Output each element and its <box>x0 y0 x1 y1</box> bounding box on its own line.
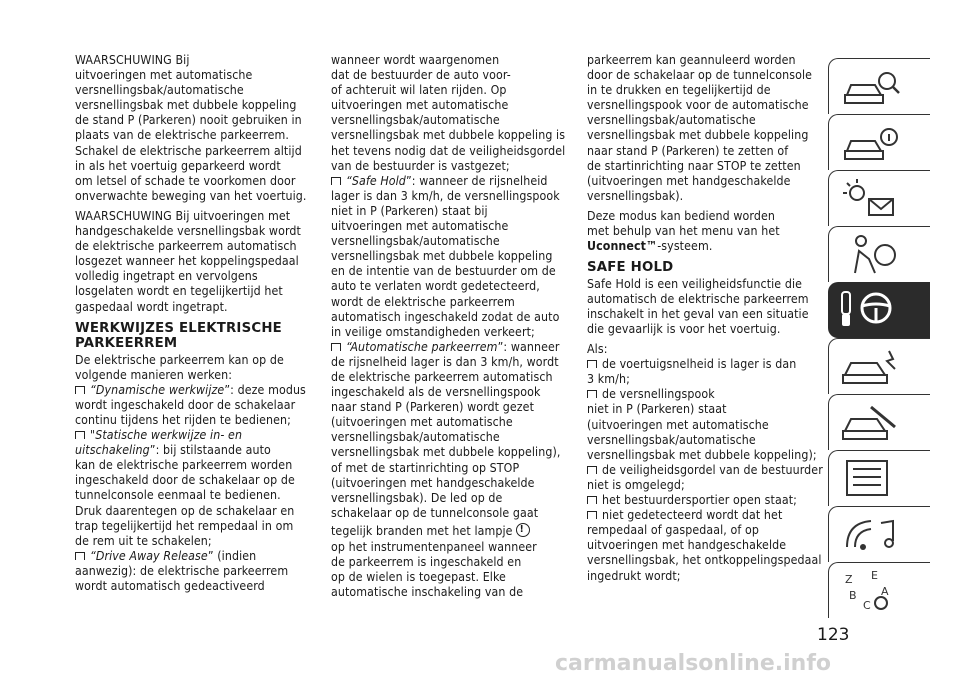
text-line: automatisch de elektrische parkeerrem <box>587 291 809 306</box>
text-line: losgezet wanneer het koppelingspedaal <box>75 254 299 269</box>
italic-term: “Automatische parkeerrem <box>346 339 498 354</box>
conditions-list <box>587 342 823 584</box>
text-line: de rem uit te schakelen; <box>75 533 212 548</box>
italic-term: Statische werkwijze in- en <box>95 428 243 443</box>
text-line <box>75 443 302 458</box>
text-line: ingeschakeld als de versnellingspook <box>331 385 541 400</box>
text-line: versnellingsbak met dubbele koppeling); <box>587 447 817 462</box>
text: -systeem. <box>657 239 713 254</box>
bullet-icon <box>587 390 597 398</box>
bullet-item <box>587 493 817 508</box>
text-line: in veilige omstandigheden verkeert; <box>331 324 535 339</box>
text: de veiligheidsgordel van de bestuurder <box>602 462 823 477</box>
warning-lights-icon <box>841 177 901 221</box>
bullet-icon <box>75 386 85 394</box>
text-line: Safe Hold is een veiligheidsfunctie die <box>587 276 803 291</box>
text-line: versnellingsbak, het ontkoppelingspedaal <box>587 553 822 568</box>
warning-paragraph-2 <box>75 209 302 315</box>
wrench-car-icon <box>841 401 901 445</box>
text-line: uitvoeringen met automatische <box>331 98 509 113</box>
text-line: met behulp van het menu van het <box>587 224 780 239</box>
paragraph <box>587 209 817 254</box>
bullet-item <box>587 387 817 402</box>
tab-car-search[interactable] <box>828 58 930 114</box>
text-line: en de intentie van de bestuurder om de <box>331 264 556 279</box>
svg-text:A: A <box>881 585 889 598</box>
text-line: (uitvoeringen met handgeschakelde <box>587 173 791 188</box>
text-line: door de schakelaar op de tunnelconsole <box>587 68 813 83</box>
svg-text:C: C <box>863 599 871 612</box>
text-line: versnellingsbak met dubbele koppeling <box>75 98 297 113</box>
text-line: niet in P (Parkeren) staat <box>587 402 727 417</box>
airbag-person-icon <box>841 233 901 277</box>
uconnect-brand: Uconnect™ <box>587 239 658 254</box>
italic-term: “Safe Hold <box>346 173 406 188</box>
text-line <box>331 521 563 540</box>
text-line: versnellingsbak met dubbele koppeling <box>587 128 809 143</box>
text-line: de rijsnelheid lager is dan 3 km/h, wordt <box>331 354 559 369</box>
text-line: WAARSCHUWING Bij uitvoeringen met <box>75 208 291 223</box>
text: de versnellingspook <box>602 387 715 402</box>
bullet-item <box>331 174 563 189</box>
text-line: ingedrukt wordt; <box>587 568 681 583</box>
text-line: schakelaar op de tunnelconsole gaat <box>331 505 539 520</box>
text-line: versnellingsbak/automatische <box>331 430 500 445</box>
text-line: de elektrische parkeerrem automatisch <box>75 239 297 254</box>
text-line: losgelaten wordt en tegelijkertijd het <box>75 284 283 299</box>
bullet-item <box>75 428 302 443</box>
bullet-item <box>75 382 306 398</box>
text: ”: wanneer de rijsnelheid <box>405 173 548 188</box>
text-line: automatische inschakeling van de <box>331 585 524 600</box>
text-line: parkeerrem kan geannuleerd worden <box>587 53 796 67</box>
svg-text:B: B <box>849 589 857 602</box>
text: ”: deze modus <box>224 382 306 397</box>
text-line: (uitvoeringen met automatische <box>587 417 769 432</box>
italic-term: uitschakeling <box>75 443 150 458</box>
text-line: kan de elektrische parkeerrem worden <box>75 458 293 473</box>
text: ” (indien <box>207 548 257 563</box>
text-line: versnellingsbak met dubbele koppeling), <box>331 445 561 460</box>
text-line: inschakelt in het geval van een situatie <box>587 306 809 321</box>
text-line: gaspedaal wordt ingetrapt. <box>75 299 228 314</box>
italic-term: “Drive Away Release <box>90 548 208 563</box>
tab-starting-driving[interactable] <box>828 282 930 338</box>
text: " <box>90 428 96 443</box>
bullet-item <box>75 549 302 564</box>
text-line: aanwezig): de elektrische parkeerrem <box>75 563 289 578</box>
text-line: Schakel de elektrische parkeerrem altijd <box>75 143 302 158</box>
text-line: op de wielen is toegepast. Elke <box>331 570 506 585</box>
text-line: 3 km/h; <box>587 372 630 387</box>
text-line: niet is omgelegd; <box>587 477 685 492</box>
text: ”: wanneer <box>497 339 560 354</box>
text-line: versnellingsbak/automatische <box>587 432 756 447</box>
text-line: uitvoeringen met handgeschakelde <box>587 538 787 553</box>
heading-line: WERKWIJZES ELEKTRISCHE <box>75 320 282 336</box>
text-line: Deze modus kan bediend worden <box>587 208 775 223</box>
section-heading-safe-hold: SAFE HOLD <box>587 260 674 276</box>
text-line: de elektrische parkeerrem automatisch <box>331 369 553 384</box>
text: tegelijk branden met het lampje <box>331 523 513 538</box>
tab-car-info[interactable] <box>828 114 930 170</box>
text-line: De elektrische parkeerrem kan op de <box>75 352 284 367</box>
text-line: wordt ingeschakeld door de schakelaar <box>75 397 296 412</box>
bullet-item <box>587 462 823 478</box>
text-line: in te drukken en tegelijkertijd de <box>587 83 771 98</box>
text-line: wordt automatisch gedeactiveerd <box>75 579 265 593</box>
text-line: naar stand P (Parkeren) te zetten of <box>587 143 789 158</box>
italic-term: “Dynamische werkwijze <box>90 382 225 397</box>
text: niet gedetecteerd wordt dat het <box>602 508 783 523</box>
text-line: auto te verlaten wordt gedetecteerd, <box>331 279 540 294</box>
text-line: uitvoeringen met automatische <box>331 219 509 234</box>
text-line: versnellingsbak). De led op de <box>331 490 503 505</box>
text-line: onverwachte beweging van het voertuig. <box>75 188 307 203</box>
text-line: wanneer wordt waargenomen <box>331 53 500 67</box>
text-line: de parkeerrem is ingeschakeld en <box>331 555 522 569</box>
column-1 <box>75 53 307 594</box>
text-line: trap tegelijkertijd het rempedaal in om <box>75 518 294 533</box>
bullet-icon <box>587 511 597 519</box>
text-line: plaats van de elektrische parkeerrem. <box>75 128 290 143</box>
text-line: versnellingsbak/automatische <box>331 234 500 249</box>
text-line: WAARSCHUWING Bij <box>75 53 190 67</box>
text-line: die gevaarlijk is voor het voertuig. <box>587 322 781 336</box>
text-line <box>587 239 817 254</box>
text-line: versnellingsbak met dubbele koppeling <box>331 249 553 264</box>
text-line: de startinrichting naar STOP te zetten <box>587 158 801 173</box>
text-line: automatisch ingeschakeld zodat de auto <box>331 309 560 324</box>
paragraph <box>587 277 817 337</box>
car-crash-icon <box>841 345 901 389</box>
paragraph <box>587 53 817 204</box>
text-line: versnellingspook voor de automatische <box>587 98 809 113</box>
bullet-item <box>331 340 563 355</box>
text-line: versnellingsbak/automatische <box>75 83 244 98</box>
svg-text:Z: Z <box>845 573 853 586</box>
text-line: wordt de elektrische parkeerrem <box>331 294 515 309</box>
text: de voertuigsnelheid is lager is dan <box>602 357 797 372</box>
tab-emergency[interactable] <box>828 338 930 394</box>
body-text <box>75 352 306 595</box>
specifications-list-icon <box>841 457 901 501</box>
bullet-icon <box>75 552 85 560</box>
text-line: of met de startinrichting op STOP <box>331 460 520 475</box>
text-line: de stand P (Parkeren) nooit gebruiken in <box>75 113 302 128</box>
text-line: versnellingsbak/automatische <box>331 113 500 128</box>
text-line: op het instrumentenpaneel wanneer <box>331 539 537 554</box>
text-line: niet in P (Parkeren) staat bij <box>331 203 488 218</box>
text-line: tunnelconsole eenmaal te bedienen. <box>75 488 281 503</box>
text-line: volgende manieren werken: <box>75 367 233 382</box>
text-line: (uitvoeringen met handgeschakelde <box>331 475 535 490</box>
tab-airbag-safety[interactable] <box>828 226 930 282</box>
bullet-icon <box>587 496 597 504</box>
bullet-icon <box>75 431 85 439</box>
multimedia-icon <box>841 513 901 557</box>
bullet-icon <box>331 343 341 351</box>
page-number: 123 <box>817 625 850 645</box>
car-info-icon <box>841 121 901 165</box>
column-3 <box>587 53 823 584</box>
text-line: (uitvoeringen met automatische <box>331 415 513 430</box>
text-line: ingeschakeld door de schakelaar op de <box>75 473 295 488</box>
text-line: volledig ingetrapt en vervolgens <box>75 269 258 284</box>
bullet-icon <box>587 360 597 368</box>
bullet-item <box>587 508 817 523</box>
car-search-icon <box>841 65 901 109</box>
text-line: rempedaal of gaspedaal, of op <box>587 523 759 538</box>
text-line: versnellingsbak). <box>587 188 684 203</box>
text-line: van de bestuurder is vastgezet; <box>331 158 510 173</box>
text-line: om letsel of schade te voorkomen door <box>75 173 296 188</box>
tab-technical-data[interactable] <box>828 450 930 506</box>
bullet-item <box>587 357 817 372</box>
tab-index[interactable] <box>828 562 930 618</box>
text-line: versnellingsbak/automatische <box>587 113 756 128</box>
heading-line: PARKEERREM <box>75 336 178 352</box>
bullet-icon <box>587 466 597 474</box>
watermark: carmanualsonline.info <box>555 651 831 676</box>
index-letters-icon <box>841 569 901 613</box>
svg-text:E: E <box>871 569 878 582</box>
text-line: Als: <box>587 342 608 357</box>
section-heading-parking-brake <box>75 321 302 352</box>
text-line: Druk daarentegen op de schakelaar en <box>75 503 295 518</box>
text-line: continu tijdens het rijden te bedienen; <box>75 412 292 427</box>
warning-paragraph-1 <box>75 53 307 204</box>
text: ”: bij stilstaande auto <box>149 443 271 458</box>
text-line: naar stand P (Parkeren) wordt gezet <box>331 400 535 415</box>
text-line: lager is dan 3 km/h, de versnellingspook <box>331 188 560 203</box>
text-line: handgeschakelde versnellingsbak wordt <box>75 224 301 239</box>
text-line: of achteruit wil laten rijden. Op <box>331 83 507 98</box>
tab-warning-lights[interactable] <box>828 170 930 226</box>
tab-maintenance[interactable] <box>828 394 930 450</box>
column-2 <box>331 53 566 600</box>
text-line: in als het voertuig geparkeerd wordt <box>75 158 281 173</box>
text-line: het tevens nodig dat de veiligheidsgordel <box>331 143 566 158</box>
text: het bestuurdersportier open staat; <box>602 493 797 508</box>
bullet-icon <box>331 177 341 185</box>
text-line: uitvoeringen met automatische <box>75 68 253 83</box>
text-line: dat de bestuurder de auto voor- <box>331 68 511 83</box>
text-line: versnellingsbak met dubbele koppeling is <box>331 128 566 143</box>
tab-multimedia[interactable] <box>828 506 930 562</box>
key-steering-wheel-icon <box>840 288 900 332</box>
parking-brake-warning-icon <box>516 523 530 537</box>
